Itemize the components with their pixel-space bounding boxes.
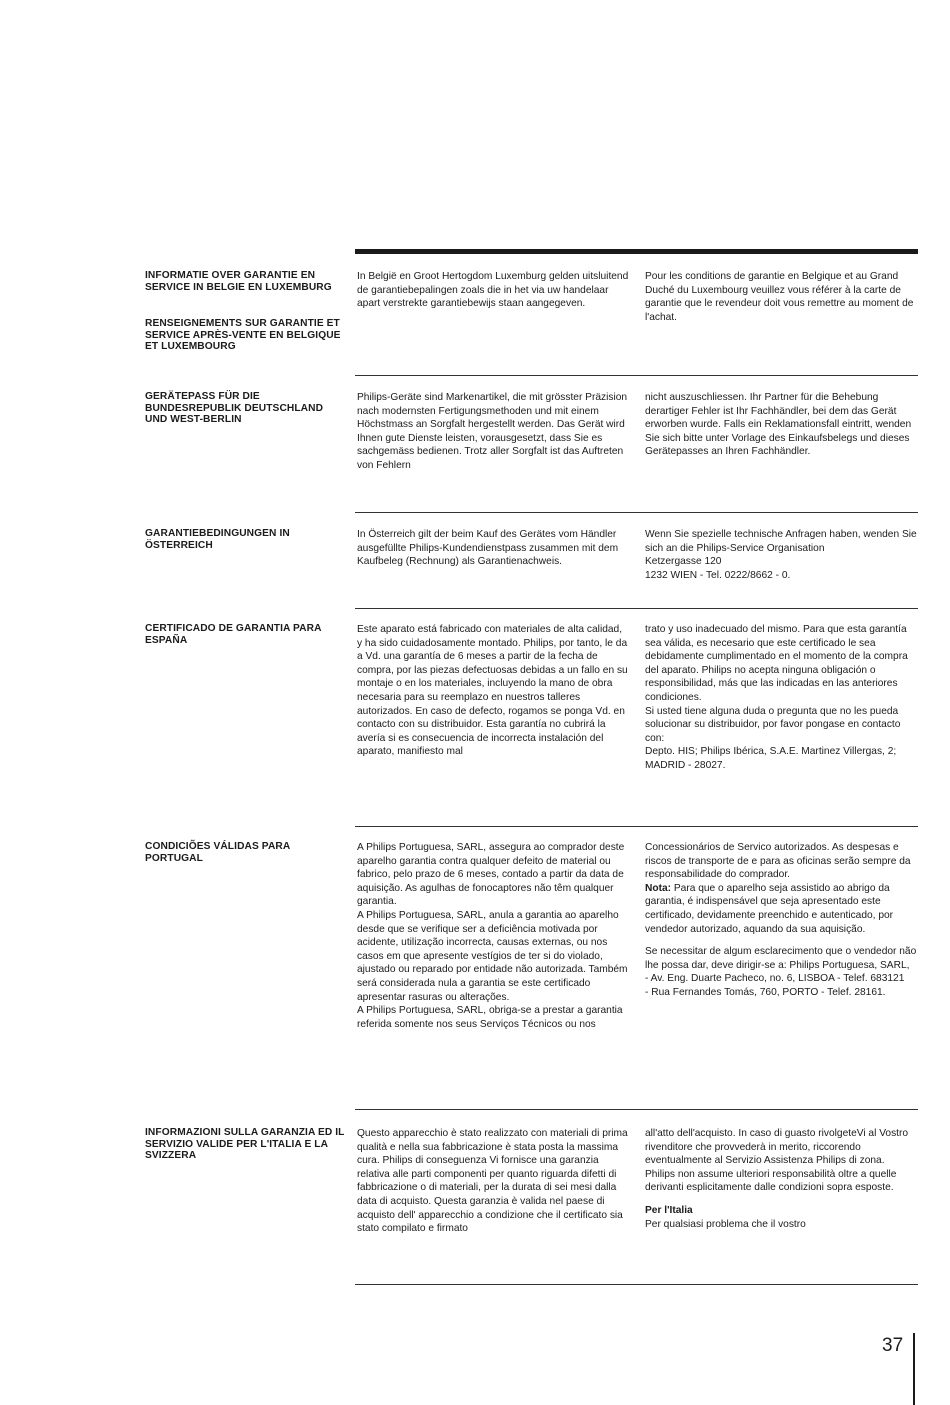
paragraph: In België en Groot Hertogdom Luxemburg gelden uitsluitend de garantiebepalingen zoals die in het via uw handelaar apart verstrekte garantiebewijs staan aangegeven. — [357, 271, 629, 310]
column-right — [645, 1127, 917, 1231]
column-right — [645, 270, 917, 324]
section-divider — [355, 512, 918, 513]
section-divider — [355, 826, 918, 827]
page-number: 37 — [882, 1335, 904, 1356]
column-right — [645, 841, 917, 1000]
paragraph: Philips-Geräte sind Markenartikel, die mit grösster Präzision nach modernsten Fertigungsmethoden und mit einem Höchstmass an Sorgfalt hergestellt werden. Das Gerät wird Ihnen gute Dienste leisten, vorausgesetzt, dass Sie es sachgemäss bedienen. Trotz aller Sorgfalt ist das Auftreten von Fehlern — [357, 392, 628, 471]
section-italia — [145, 1109, 918, 1299]
nota-label: Nota: — [645, 882, 672, 894]
section-oesterreich — [145, 512, 918, 602]
page-edge-bar — [913, 1333, 915, 1405]
paragraph: Per qualsiasi problema che il vostro — [645, 1218, 806, 1230]
column-left — [357, 623, 629, 759]
column-left — [357, 270, 629, 311]
address-line: Ketzergasse 120 — [645, 556, 722, 568]
paragraph: A Philips Portuguesa, SARL, assegura ao comprador deste aparelho garantia contra qualquer defeito de material ou fabrico, pelo prazo de 6 meses, contado a partir da data de aquisição. As agulhas de fonocaptores não têm qualquer garantia. — [357, 842, 625, 908]
paragraph: Concessionários de Servico autorizados. As despesas e riscos de transporte de e para as oficinas serão sempre da responsabilidade do comprador. — [645, 842, 911, 881]
column-right — [645, 391, 917, 459]
address-line: Depto. HIS; Philips Ibérica, S.A.E. Martinez Villergas, 2; MADRID - 28027. — [645, 746, 897, 771]
section-heading: INFORMAZIONI SULLA GARANZIA ED IL SERVIZIO VALIDE PER L'ITALIA E LA SVIZZERA — [145, 1127, 345, 1162]
top-rule — [355, 249, 918, 254]
paragraph: Este aparato está fabricado con materiales de alta calidad, y ha sido cuidadosamente montado. Philips, por tanto, le da a Vd. una garantía de 6 meses a partir de la fecha de compra, por las piezas defectuosas debidas a un fallo en su montaje o en los materiales, incluyendo la mano de obra necesaria para su reemplazo en nuestros talleres autorizados. En caso de defecto, rogamos se ponga Vd. en contacto con su distribuidor. Esta garantía no cubrirá la avería si es consecuencia de incorrecta instalación del aparato, manifiesto mal — [357, 624, 628, 758]
section-portugal — [145, 826, 918, 1106]
paragraph: trato y uso inadecuado del mismo. Para que esta garantía sea válida, es necesario que este certificado le sea debidamente cumplimentado en el momento de la compra del aparato. Philips no acepta ninguna obligación o responsibilidad, más que las indicadas en las anteriores condiciones. — [645, 624, 908, 703]
paragraph: Si usted tiene alguna duda o pregunta que no les pueda solucionar su distribuidor, por favor pongase en contacto con: — [645, 705, 901, 744]
paragraph: Wenn Sie spezielle technische Anfragen haben, wenden Sie sich an die Philips-Service Organisation — [645, 529, 917, 554]
nota-paragraph — [645, 882, 917, 936]
address-line: - Av. Eng. Duarte Pacheco, no. 6, LISBOA - Telef. 683121 — [645, 973, 905, 985]
nota-text: Para que o aparelho seja assistido ao abrigo da garantia, é indispensável que seja apresentado este certificado, devidamente preenchido e autenticado, por vendedor autorizado, aquando da sua aquisição. — [645, 882, 894, 935]
paragraph: A Philips Portuguesa, SARL, anula a garantia ao aparelho desde que se verifique ser a deficiência motivada por acidente, utilização incorrecta, causas externas, ou nos casos em que apresente vestígios de ter si do violado, ajustado ou reparado por entidade não autorizada. Também será considerada nula a garantia se este certificado apresentar rasuras ou alterações. — [357, 909, 628, 1003]
section-heading-nl: INFORMATIE OVER GARANTIE EN SERVICE IN BELGIE EN LUXEMBURG — [145, 270, 332, 293]
column-left — [357, 1127, 629, 1236]
section-heading: CERTIFICADO DE GARANTIA PARA ESPAÑA — [145, 623, 322, 646]
column-left — [357, 841, 629, 1031]
italia-label: Per l'Italia — [645, 1204, 693, 1216]
paragraph: Questo apparecchio è stato realizzato con materiali di prima qualità e nella sua fabbricazione è stata posta la massima cura. Philips di conseguenza Vi fornisce una garanzia relativa alle parti componenti per quanto riguarda difetti di fabbricazione o di materiali, per la durata di sei mesi dalla data di acquisto. Questa garanzia è valida nel paese di acquisto dell' apparecchio a condizione che il certificato sia stato compilato e firmato — [357, 1128, 628, 1235]
paragraph: nicht auszuschliessen. Ihr Partner für die Behebung derartiger Fehler ist Ihr Fachhändler, bei dem das Gerät erworben wurde. Falls ein Reklamationsfall eintritt, wenden Sie sich bitte unter Vorlage des Einkaufsbelegs und dieses Gerätepasses an Ihren Fachhändler. — [645, 392, 912, 458]
paragraph: In Österreich gilt der beim Kauf des Gerätes vom Händler ausgefüllte Philips-Kundendienstpass zusammen mit dem Kaufbeleg (Rechnung) als Garantienachweis. — [357, 529, 619, 568]
section-espana — [145, 608, 918, 823]
paragraph: A Philips Portuguesa, SARL, obriga-se a prestar a garantia referida somente nos seus Serviços Técnicos ou nos — [357, 1005, 623, 1030]
paragraph: Pour les conditions de garantie en Belgique et au Grand Duché du Luxembourg veuillez vous référer à la carte de garantie que le revendeur doit vous remettre au moment de l'achat. — [645, 271, 914, 323]
column-left — [357, 528, 629, 569]
section-heading: GERÄTEPASS FÜR DIE BUNDESREPUBLIK DEUTSCHLAND UND WEST-BERLIN — [145, 391, 324, 426]
address-line: - Rua Fernandes Tomás, 760, PORTO - Telef. 28161. — [645, 986, 886, 998]
section-divider — [355, 375, 918, 376]
column-right — [645, 623, 917, 773]
address-line: 1232 WIEN - Tel. 0222/8662 - 0. — [645, 569, 791, 581]
section-heading: CONDICIÕES VÁLIDAS PARA PORTUGAL — [145, 841, 290, 864]
section-belgie — [145, 270, 918, 370]
column-left — [357, 391, 629, 473]
paragraph: all'atto dell'acquisto. In caso di guasto rivolgeteVi al Vostro rivenditore che provvederà in merito, riccorendo eventualmente al Servizio Assistenza Philips di zona. Philips non assume ulteriori responsabilità oltre a quelle derivanti esplicitamente dalle condizioni sopra esposte. — [645, 1128, 909, 1194]
section-divider — [355, 608, 918, 609]
section-heading-fr: RENSEIGNEMENTS SUR GARANTIE ET SERVICE APRÈS-VENTE EN BELGIQUE ET LUXEMBOURG — [145, 318, 341, 353]
paragraph: Se necessitar de algum esclarecimento que o vendedor não lhe possa dar, deve dirigir-se a: Philips Portuguesa, SARL, — [645, 946, 917, 971]
section-deutschland — [145, 375, 918, 505]
column-right — [645, 528, 917, 582]
section-divider-bottom — [355, 1284, 918, 1285]
section-divider — [355, 1109, 918, 1110]
section-heading: GARANTIEBEDINGUNGEN IN ÖSTERREICH — [145, 528, 290, 551]
